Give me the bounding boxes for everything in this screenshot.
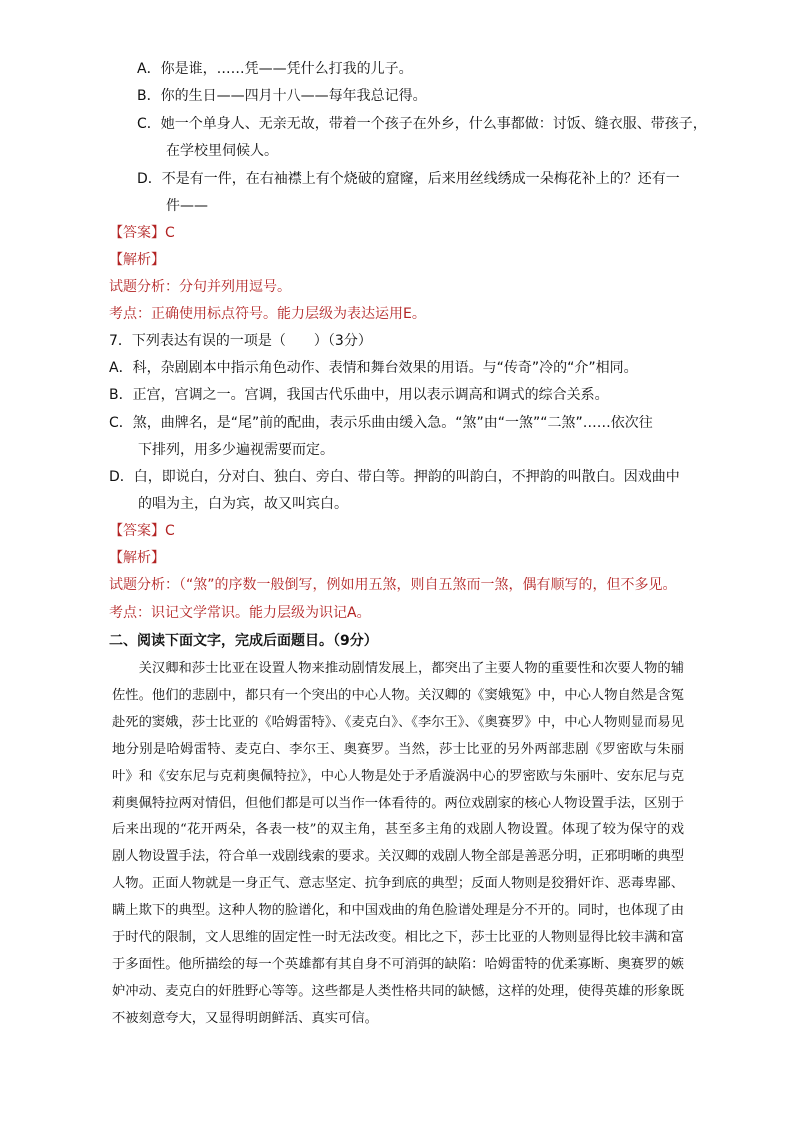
reading-passage — [112, 656, 684, 1033]
q7-option-d-cont: 的唱为主，白为宾，故又叫宾白。 — [138, 496, 348, 512]
q7-option-c: C．煞，曲牌名，是“尾”前的配曲，表示乐曲由缓入急。“煞”由“一煞”“二煞”……依次往 — [109, 415, 653, 431]
q6-option-d: D．不是有一件，在右袖襟上有个烧破的窟窿，后来用丝线绣成一朵梅花补上的？还有一 — [137, 171, 680, 187]
q7-option-a: A．科，杂剧剧本中指示角色动作、表情和舞台效果的用语。与“传奇”冷的“介”相同。 — [109, 360, 638, 376]
q6-answer: 【答案】C — [109, 225, 175, 241]
q7-option-d: D．白，即说白，分对白、独白、旁白、带白等。押韵的叫韵白，不押韵的叫散白。因戏曲中 — [109, 469, 680, 485]
q7-option-b: B．正宫，宫调之一。宫调，我国古代乐曲中，用以表示调高和调式的综合关系。 — [109, 387, 609, 403]
q6-jiexi: 【解析】 — [109, 252, 165, 268]
q6-analysis: 试题分析：分句并列用逗号。 — [109, 279, 291, 295]
q7-stem: 7．下列表达有误的一项是（ ）（3分） — [109, 333, 372, 349]
q7-kaodian: 考点：识记文学常识。能力层级为识记A。 — [109, 605, 371, 621]
q6-option-a: A．你是谁，……凭——凭什么打我的儿子。 — [137, 61, 413, 77]
q6-kaodian: 考点：正确使用标点符号。能力层级为表达运用E。 — [109, 306, 426, 322]
q6-option-c-cont: 在学校里伺候人。 — [166, 143, 278, 159]
q7-answer: 【答案】C — [109, 523, 175, 539]
q7-analysis: 试题分析：（“煞”的序数一般倒写，例如用五煞，则自五煞而一煞，偶有顺写的，但不多见。 — [109, 577, 677, 593]
q7-option-c-cont: 下排列，用多少遍视需要而定。 — [138, 442, 334, 458]
q6-option-d-cont: 件—— — [166, 198, 208, 214]
q6-option-b: B．你的生日——四月十八——每年我总记得。 — [137, 88, 427, 104]
section-heading: 二、阅读下面文字，完成后面题目。（9分） — [109, 633, 378, 649]
q6-option-c: C．她一个单身人、无亲无故，带着一个孩子在外乡，什么事都做：讨饭、缝衣服、带孩子， — [137, 116, 707, 132]
passage-paragraph: 关汉卿和莎士比亚在设置人物来推动剧情发展上，都突出了主要人物的重要性和次要人物的辅佐性。他们的悲剧中，都只有一个突出的中心人物。关汉卿的《窦娥冤》中，中心人物自然是含冤赴死的窦娥，莎士比亚的《哈姆雷特》、《麦克白》、《李尔王》、《奥赛罗》中，中心人物则显而易见地分别是哈姆雷特、麦克白、李尔王、奥赛罗。当然，莎士比亚的另外两部悲剧《罗密欧与朱丽叶》和《安东尼与克莉奥佩特拉》，中心人物是处于矛盾漩涡中心的罗密欧与朱丽叶、安东尼与克莉奥佩特拉两对情侣，但他们都是可以当作一体看待的。两位戏剧家的核心人物设置手法，区别于后来出现的“花开两朵，各表一枝”的双主角，甚至多主角的戏剧人物设置。体现了较为保守的戏剧人物设置手法，符合单一戏剧线索的要求。关汉卿的戏剧人物全部是善恶分明，正邪明晰的典型人物。正面人物就是一身正气、意志坚定、抗争到底的典型；反面人物则是狡猾奸诈、恶毒卑鄙、瞒上欺下的典型。这种人物的脸谱化，和中国戏曲的角色脸谱处理是分不开的。同时，也体现了由于时代的限制，文人思维的固定性一时无法改变。相比之下，莎士比亚的人物则显得比较丰满和富于多面性。他所描绘的每一个英雄都有其自身不可消弭的缺陷：哈姆雷特的优柔寡断、奥赛罗的嫉妒冲动、麦克白的奸胜野心等等。这些都是人类性格共同的缺憾，这样的处理，使得英雄的形象既不被刻意夸大，又显得明朗鲜活、真实可信。 — [112, 661, 684, 1026]
q7-jiexi: 【解析】 — [109, 550, 165, 566]
